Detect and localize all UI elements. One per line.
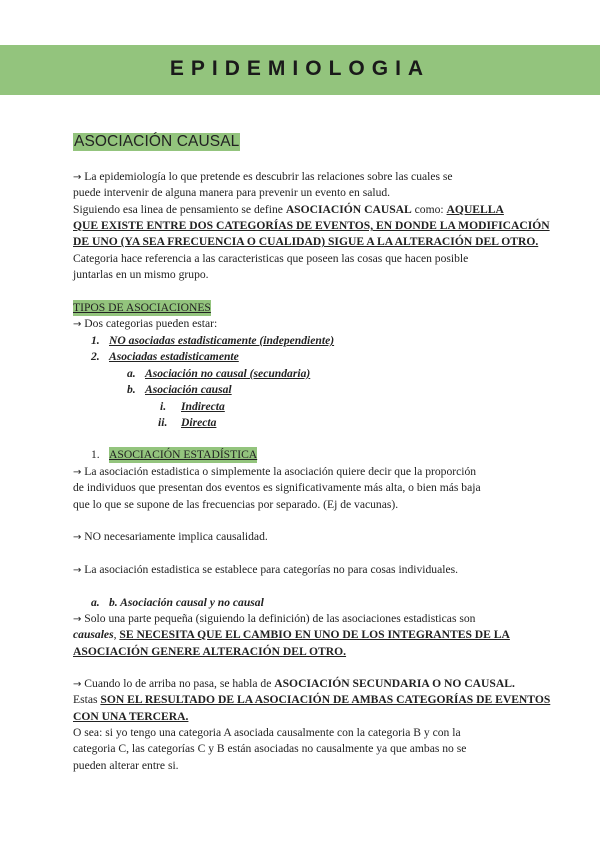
paragraph-line: → La asociación estadistica o simplemente la asociación quiere decir que la proporción (73, 465, 477, 478)
arrow-icon: → (73, 319, 82, 330)
paragraph-line: → NO necesariamente implica causalidad. (73, 530, 268, 543)
list-item-number: ii. (158, 416, 168, 429)
term: ASOCIACIÓN CAUSAL (285, 203, 412, 216)
definition: AQUELLA (446, 203, 504, 216)
definition-line: QUE EXISTE ENTRE DOS CATEGORÍAS DE EVENTOS, EN DONDE LA MODIFICACIÓN (73, 219, 550, 232)
paragraph-line: → Solo una parte pequeña (siguiendo la definición) de las asociaciones estadisticas son (73, 612, 476, 625)
list-item-number: 2. (91, 350, 100, 363)
arrow-icon: → (73, 467, 82, 478)
paragraph-line: Siguiendo esa linea de pensamiento se define ASOCIACIÓN CAUSAL como: AQUELLA (73, 203, 504, 216)
section-number: a. (91, 596, 100, 609)
list-item: NO asociadas estadisticamente (independiente) (109, 334, 335, 347)
paragraph-line: → Cuando lo de arriba no pasa, se habla de ASOCIACIÓN SECUNDARIA O NO CAUSAL. (73, 677, 515, 690)
paragraph-line: Estas SON EL RESULTADO DE LA ASOCIACIÓN DE AMBAS CATEGORÍAS DE EVENTOS (73, 693, 551, 706)
emphasis-line: CON UNA TERCERA. (73, 710, 189, 723)
paragraph-line: causales, SE NECESITA QUE EL CAMBIO EN UNO DE LOS INTEGRANTES DE LA (73, 628, 510, 641)
paragraph-line: pueden alterar entre si. (73, 759, 179, 772)
paragraph-line: Categoria hace referencia a las caracteristicas que poseen las cosas que hacen posible (73, 252, 469, 265)
list-item: Directa (181, 416, 217, 429)
subheading-causal-no-causal: b. Asociación causal y no causal (109, 596, 264, 609)
paragraph-line: → La asociación estadistica se establece para categorías no para cosas individuales. (73, 563, 459, 576)
paragraph-line: que lo que se supone de las frecuencias por separado. (Ej de vacunas). (73, 498, 399, 511)
arrow-icon: → (73, 532, 82, 543)
list-item-number: a. (127, 367, 136, 380)
paragraph-line: juntarlas en un mismo grupo. (73, 268, 209, 281)
paragraph-line: categoria C, las categorías C y B están asociadas no causalmente ya que ambas no se (73, 742, 467, 755)
section-number: 1. (91, 448, 100, 461)
page-title: EPIDEMIOLOGIA (169, 57, 431, 80)
arrow-icon: → (73, 679, 82, 690)
list-item-number: i. (160, 400, 167, 413)
arrow-icon: → (73, 565, 82, 576)
definition-line: DE UNO (YA SEA FRECUENCIA O CUALIDAD) SIGUE A LA ALTERACIÓN DEL OTRO. (73, 235, 539, 248)
subheading-tipos: TIPOS DE ASOCIACIONES (73, 300, 211, 316)
paragraph-line: → La epidemiología lo que pretende es descubrir las relaciones sobre las cuales se (73, 170, 453, 183)
paragraph-line: → Dos categorias pueden estar: (73, 317, 218, 330)
list-item-number: b. (127, 383, 136, 396)
emphasis-line: ASOCIACIÓN GENERE ALTERACIÓN DEL OTRO. (73, 645, 347, 658)
title-banner (0, 45, 600, 95)
emphasis: SON EL RESULTADO DE LA ASOCIACIÓN DE AMBAS CATEGORÍAS DE EVENTOS (100, 693, 551, 706)
term: causales (73, 628, 114, 641)
list-item: Asociadas estadisticamente (109, 350, 239, 363)
subheading-estadistica: ASOCIACIÓN ESTADÍSTICA (109, 447, 257, 463)
paragraph-line: puede intervenir de alguna manera para prevenir un evento en salud. (73, 186, 391, 199)
emphasis: SE NECESITA QUE EL CAMBIO EN UNO DE LOS INTEGRANTES DE LA (119, 628, 510, 641)
list-item: Asociación causal (145, 383, 232, 396)
list-item: Asociación no causal (secundaria) (145, 367, 311, 380)
paragraph-line: de individuos que presentan dos eventos es significativamente más alta, o bien más baja (73, 481, 481, 494)
arrow-icon: → (73, 172, 82, 183)
paragraph-line: O sea: si yo tengo una categoria A asociada causalmente con la categoria B y con la (73, 726, 461, 739)
list-item-number: 1. (91, 334, 100, 347)
section-heading-asociacion-causal: ASOCIACIÓN CAUSAL (74, 133, 240, 150)
term: ASOCIACIÓN SECUNDARIA O NO CAUSAL. (274, 677, 515, 690)
list-item: Indirecta (181, 400, 225, 413)
arrow-icon: → (73, 614, 82, 625)
